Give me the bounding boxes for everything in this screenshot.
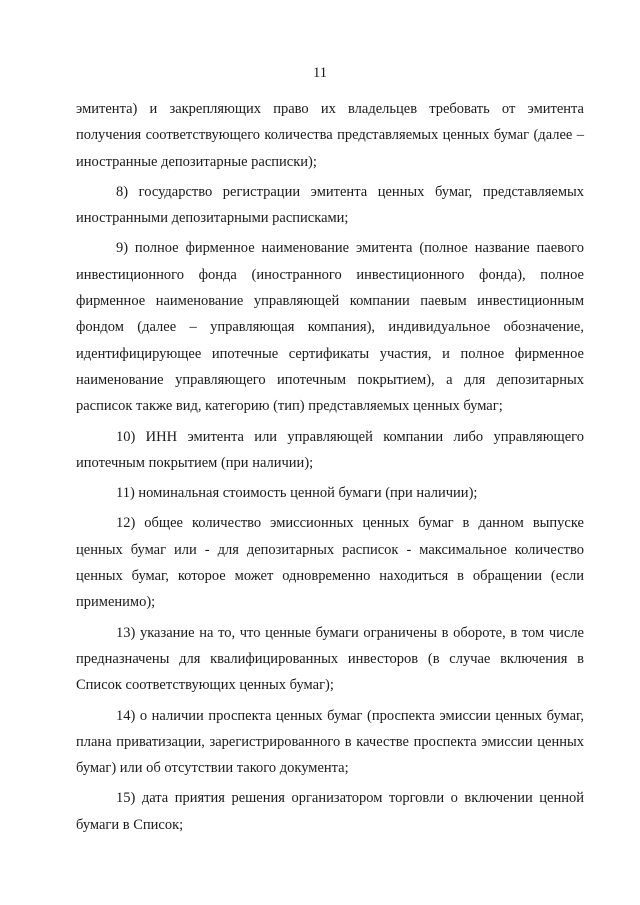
paragraph-item-14: 14) о наличии проспекта ценных бумаг (проспекта эмиссии ценных бумаг, плана приватизации, зарегистрированного в качестве проспекта эмиссии ценных бумаг) или об отсутствии такого документа; (76, 707, 584, 777)
paragraph-item-9: 9) полное фирменное наименование эмитента (полное название паевого инвестиционного фонда (иностранного инвестиционного фонда), полное фирменное наименование управляющей компании паевым инвестиционным фондом (далее – управляющая компания), индивидуальное обозначение, идентифицирующее ипотечные сертификаты участия, и полное фирменное наименование управляющего ипотечным покрытием), а для депозитарных расписок также вид, категорию (тип) представляемых ценных бумаг; (76, 240, 584, 415)
paragraph-item-11: 11) номинальная стоимость ценной бумаги (при наличии); (116, 485, 478, 502)
paragraph-item-15: 15) дата приятия решения организатором торговли о включении ценной бумаги в Список; (76, 790, 584, 833)
paragraph-item-13: 13) указание на то, что ценные бумаги ограничены в обороте, в том числе предназначены для квалифицированных инвесторов (в случае включения в Список соответствующих ценных бумаг); (76, 624, 584, 694)
paragraph-item-10: 10) ИНН эмитента или управляющей компании либо управляющего ипотечным покрытием (при наличии); (76, 428, 584, 471)
page-number: 11 (313, 65, 327, 81)
paragraph-continuation: эмитента) и закрепляющих право их владельцев требовать от эмитента получения соответствующего количества представляемых ценных бумаг (далее – иностранные депозитарные расписки); (76, 101, 584, 170)
paragraph-item-12: 12) общее количество эмиссионных ценных бумаг в данном выпуске ценных бумаг или - для депозитарных расписок - максимальное количество ценных бумаг, которое может одновременно находиться в обращении (если применимо); (76, 515, 584, 611)
document-body (76, 96, 584, 838)
paragraph-item-8: 8) государство регистрации эмитента ценных бумаг, представляемых иностранными депозитарными расписками; (76, 183, 584, 227)
